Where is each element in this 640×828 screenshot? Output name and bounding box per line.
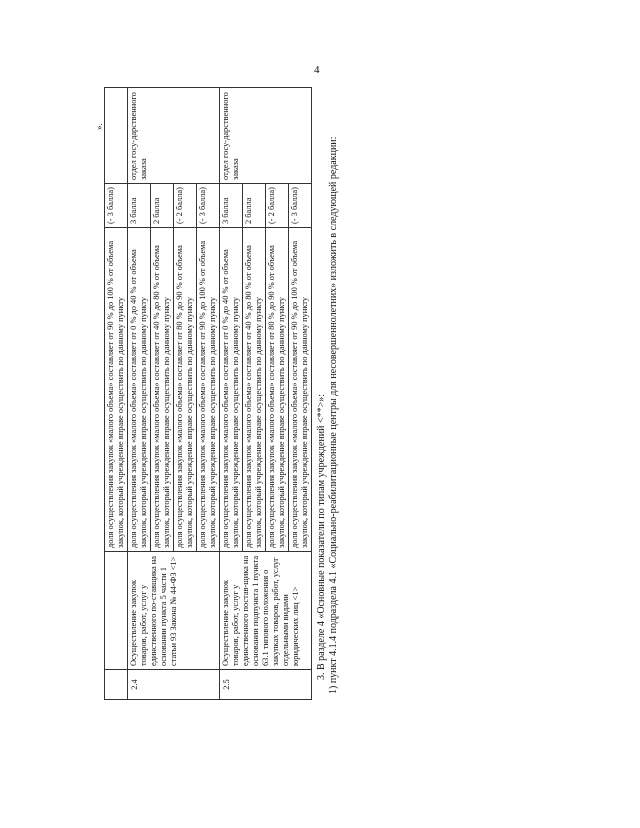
score-cell: 2 балла	[243, 184, 266, 228]
row-name: Осуществление закупок товаров, работ, услуг у единственного по-ставщика на основании пункта 5 части 1 статьи 93 Закона № 44-ФЗ <1>	[128, 552, 220, 670]
table-row-continuation	[105, 88, 128, 700]
indicator-cell: доля осуществления закупок «малого объема» составляет от 90 % до 100 % от объема закупок, который учреждение вправе осуществить по данному пункту	[105, 228, 128, 552]
indicator-cell: доля осуществления закупок «малого объема» составляет от 80 % до 90 % от объема закупок, который учреждение вправе осуществить по данному пункту	[174, 228, 197, 552]
page-number: 4	[314, 64, 320, 76]
paragraph-item-1: 1) пункт 4.1.4 подраздела 4.1 «Социально-реабилитационные центры для несовершеннолетних» изложить в следующей редакции:	[327, 136, 339, 694]
score-cell: (- 3 балла)	[105, 184, 128, 228]
indicator-cell: доля осуществления закупок «малого объема» составляет от 90 % до 100 % от объема закупок, который учреждение вправе осуществить по данному пункту	[289, 228, 312, 552]
indicator-cell: доля осуществления закупок «малого объема» составляет от 80 % до 90 % от объема закупок, который учреждение вправе осуществить по данному пункту	[266, 228, 289, 552]
table-row	[220, 88, 243, 700]
body-text	[316, 88, 339, 700]
indicator-cell: доля осуществления закупок «малого объема» составляет от 40 % до 80 % от объема закупок, который учреждение вправе осуществить по данному пункту	[243, 228, 266, 552]
indicator-cell: доля осуществления закупок «малого объема» составляет от 90 % до 100 % от объема закупок, который учреждение вправе осуществить по данному пункту	[197, 228, 220, 552]
closing-quote-mark: ».	[94, 123, 104, 130]
name-cell	[105, 552, 128, 670]
row-name: Осуществление закупок товаров, работ, услуг у единственного постав-щика на основании подпункта 1 пункта 63.1 типового положения о закупках товаров, работ, услуг отдельными видами юридических лиц <1>	[220, 552, 312, 670]
indicator-cell: доля осуществления закупок «малого объема» составляет от 40 % до 80 % от объема закупок, который учреждение вправе осуществить по данному пункту	[151, 228, 174, 552]
score-cell: 3 балла	[220, 184, 243, 228]
department-cell: отдел госу-дарственного заказа	[128, 88, 220, 184]
paragraph-section-3: 3. В разделе 4 «Основные показатели по типам учреждений <**>»:	[316, 393, 327, 680]
row-number: 2.4	[128, 670, 220, 700]
indicator-cell: доля осуществления закупок «малого объема» составляет от 0 % до 40 % от объема закупок, который учреждение вправе осуществить по данному пункту	[128, 228, 151, 552]
score-cell: (- 3 балла)	[197, 184, 220, 228]
dept-cell	[105, 88, 128, 184]
rotated-content	[94, 88, 524, 700]
score-cell: (- 2 балла)	[266, 184, 289, 228]
score-cell: (- 3 балла)	[289, 184, 312, 228]
score-cell: 2 балла	[151, 184, 174, 228]
row-number: 2.5	[220, 670, 312, 700]
score-cell: (- 2 балла)	[174, 184, 197, 228]
indicator-cell: доля осуществления закупок «малого объема» составляет от 0 % до 40 % от объема закупок, который учреждение вправе осуществить по данному пункту	[220, 228, 243, 552]
num-cell	[105, 670, 128, 700]
score-cell: 3 балла	[128, 184, 151, 228]
table-row	[128, 88, 151, 700]
criteria-table	[104, 87, 312, 700]
department-cell: отдел госу-дарственного заказа	[220, 88, 312, 184]
